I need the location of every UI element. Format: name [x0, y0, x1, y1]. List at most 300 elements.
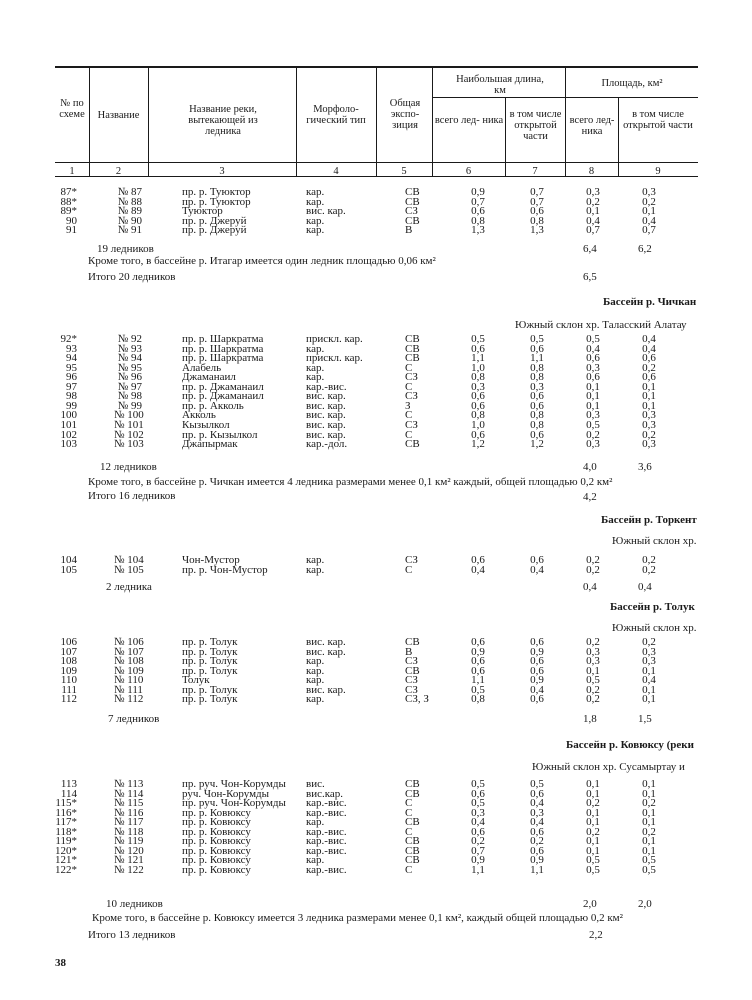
river-name: пр. р. Ковюксу: [182, 854, 251, 867]
glacier-name: № 101: [114, 418, 144, 431]
area-total: 0,3: [586, 361, 600, 374]
morph-type: кар.: [306, 342, 325, 355]
block2-itogo-value: 4,2: [583, 491, 597, 503]
table-row: [0, 865, 752, 876]
glacier-name: № 92: [117, 333, 142, 345]
river-name: пр. р. Джеруй: [182, 214, 247, 227]
glacier-name: № 87: [117, 186, 142, 198]
area-total: 0,1: [586, 380, 600, 393]
header-col3: Название реки, вытекающей из ледника: [188, 104, 258, 137]
length-total: 1,1: [471, 352, 485, 365]
exposure: СВ: [405, 816, 420, 829]
area-open: 0,1: [642, 380, 656, 393]
row-number: 106: [60, 636, 77, 648]
length-total: 0,6: [471, 390, 485, 403]
glacier-name: № 98: [117, 390, 142, 403]
area-open: 0,2: [642, 361, 656, 374]
length-total: 0,6: [471, 428, 485, 441]
area-open: 0,5: [642, 854, 656, 867]
row-number: 89*: [60, 205, 77, 218]
header-number: 2: [115, 166, 122, 177]
block4-basin-title: Бассейн р. Толук: [610, 601, 695, 613]
block2-slope: Южный склон хр. Таласский Алатау: [515, 319, 687, 331]
area-open: 0,1: [642, 683, 656, 696]
area-total: 0,6: [586, 371, 600, 384]
length-total: 0,8: [471, 214, 485, 227]
row-number: 112: [60, 693, 77, 706]
morph-type: прискл. кар.: [306, 352, 363, 365]
length-total: 0,7: [471, 195, 485, 208]
river-name: пр. р. Шаркратма: [182, 342, 264, 355]
length-open: 1,3: [530, 224, 544, 237]
block1-total-open: 6,2: [638, 243, 652, 255]
header-number: 5: [401, 166, 407, 177]
area-open: 0,3: [642, 645, 656, 658]
morph-type: вис. кар.: [306, 645, 346, 658]
block5-slope: Южный склон хр. Сусамыртау и: [532, 761, 685, 773]
length-total: 0,6: [471, 399, 485, 412]
exposure: В: [405, 224, 413, 237]
row-number: 114: [60, 787, 77, 800]
row-number: 110: [60, 674, 77, 687]
page-number: 38: [55, 957, 66, 969]
area-open: 0,2: [642, 428, 656, 441]
row-number: 94: [66, 352, 77, 365]
block2-total-open: 3,6: [638, 461, 652, 473]
morph-type: кар.: [306, 371, 325, 384]
length-open: 0,5: [530, 333, 544, 345]
length-open: 0,6: [530, 844, 544, 857]
exposure: СВ: [405, 835, 420, 848]
col-divider: [618, 97, 619, 177]
glacier-name: № 117: [114, 816, 144, 829]
glacier-name: № 120: [114, 844, 144, 857]
morph-type: кар.-дол.: [306, 438, 348, 451]
exposure: СВ: [405, 333, 420, 345]
block3-total-area: 0,4: [583, 581, 597, 593]
row-number: 90: [66, 214, 77, 227]
exposure: СЗ: [405, 205, 418, 218]
morph-type: вис. кар.: [306, 683, 346, 696]
glacier-name: № 119: [114, 835, 144, 848]
river-name: пр. р. Кызылкол: [182, 428, 258, 441]
exposure: СВ: [405, 186, 420, 198]
length-total: 1,3: [471, 224, 485, 237]
area-total: 0,2: [586, 636, 600, 648]
area-open: 0,3: [642, 655, 656, 668]
morph-type: кар.-вис.: [306, 825, 347, 838]
glacier-name: № 99: [117, 399, 142, 412]
morph-type: кар.: [306, 195, 325, 208]
length-total: 0,4: [471, 816, 485, 829]
row-number: 116*: [55, 806, 77, 819]
area-total: 0,2: [586, 563, 600, 576]
area-open: 0,1: [642, 806, 656, 819]
area-open: 0,1: [642, 844, 656, 857]
exposure: СВ: [405, 844, 420, 857]
river-name: Туюктор: [182, 205, 223, 218]
glacier-name: № 95: [117, 361, 142, 374]
area-total: 0,1: [586, 835, 600, 848]
length-total: 1,1: [471, 674, 485, 687]
glacier-name: № 90: [117, 214, 142, 227]
header-col5: Общая экспо- зиция: [389, 98, 421, 131]
glacier-name: № 97: [117, 380, 142, 393]
glacier-name: № 100: [114, 409, 144, 422]
river-name: пр. р. Туюктор: [182, 186, 251, 198]
glacier-name: № 116: [114, 806, 144, 819]
glacier-name: № 118: [114, 825, 144, 838]
exposure: СВ: [405, 636, 420, 648]
morph-type: кар.: [306, 563, 325, 576]
area-total: 0,5: [586, 418, 600, 431]
header-number: 4: [333, 166, 339, 177]
row-number: 99: [66, 399, 77, 412]
morph-type: вис.: [306, 778, 325, 790]
length-total: 0,6: [471, 342, 485, 355]
length-open: 0,4: [530, 797, 544, 810]
row-number: 88*: [60, 195, 77, 208]
block1-itogo-label: Итого 20 ледников: [88, 271, 176, 283]
river-name: пр. р. Ковюксу: [182, 816, 251, 829]
morph-type: кар.: [306, 816, 325, 829]
length-open: 0,4: [530, 563, 544, 576]
length-total: 0,6: [471, 825, 485, 838]
area-open: 0,3: [642, 438, 656, 451]
exposure: СЗ: [405, 683, 418, 696]
header-col4: Морфоло- гический тип: [306, 104, 366, 126]
row-number: 108: [60, 655, 77, 668]
river-name: пр. р. Ковюксу: [182, 825, 251, 838]
table-row: [0, 694, 752, 705]
area-open: 0,4: [642, 214, 656, 227]
block3-total-label: 2 ледника: [106, 581, 152, 593]
morph-type: кар.: [306, 854, 325, 867]
block2-note: Кроме того, в бассейне р. Чичкан имеется 4 ледника размерами менее 0,1 км² каждый, общей площадью 0,2 км²: [88, 476, 613, 488]
morph-type: вис. кар.: [306, 418, 346, 431]
river-name: пр. р. Толук: [182, 683, 238, 696]
area-total: 0,1: [586, 399, 600, 412]
block2-total-area: 4,0: [583, 461, 597, 473]
length-total: 0,8: [471, 409, 485, 422]
glacier-name: № 121: [114, 854, 144, 867]
row-number: 103: [60, 438, 77, 451]
length-open: 0,9: [530, 854, 544, 867]
morph-type: кар.: [306, 224, 325, 237]
block3-basin-title: Бассейн р. Торкент: [601, 514, 697, 526]
area-open: 0,1: [642, 835, 656, 848]
area-total: 0,4: [586, 214, 600, 227]
length-open: 0,8: [530, 418, 544, 431]
exposure: СВ: [405, 342, 420, 355]
length-open: 0,4: [530, 683, 544, 696]
length-total: 0,5: [471, 333, 485, 345]
area-total: 0,1: [586, 390, 600, 403]
area-open: 0,1: [642, 693, 656, 706]
length-total: 0,4: [471, 563, 485, 576]
morph-type: кар.: [306, 664, 325, 677]
row-number: 97: [66, 380, 77, 393]
morph-type: вис.кар.: [306, 787, 344, 800]
row-number: 101: [60, 418, 77, 431]
river-name: пр. р. Акколь: [182, 399, 244, 412]
length-open: 0,6: [530, 787, 544, 800]
river-name: пр. р. Ковюксу: [182, 835, 251, 848]
area-open: 0,3: [642, 186, 656, 198]
length-open: 0,6: [530, 693, 544, 706]
length-open: 1,2: [530, 438, 544, 451]
river-name: пр. р. Толук: [182, 655, 238, 668]
exposure: СВ: [405, 778, 420, 790]
header-number: 8: [588, 166, 595, 177]
morph-type: кар.: [306, 361, 325, 374]
river-name: Акколь: [182, 409, 216, 422]
area-open: 0,5: [642, 863, 656, 876]
row-number: 117*: [55, 816, 77, 829]
length-open: 0,6: [530, 554, 544, 566]
row-number: 120*: [55, 844, 77, 857]
area-total: 0,1: [586, 816, 600, 829]
exposure: С: [405, 797, 413, 810]
col-divider: [505, 97, 506, 177]
glacier-name: № 93: [117, 342, 142, 355]
area-open: 0,1: [642, 787, 656, 800]
area-total: 0,6: [586, 352, 600, 365]
river-name: пр. р. Шаркратма: [182, 352, 264, 365]
morph-type: вис. кар.: [306, 428, 346, 441]
river-name: пр. р. Ковюксу: [182, 863, 251, 876]
area-total: 0,2: [586, 683, 600, 696]
glacier-name: № 109: [114, 664, 144, 677]
area-open: 0,1: [642, 390, 656, 403]
morph-type: кар.-вис.: [306, 844, 347, 857]
area-open: 0,6: [642, 371, 656, 384]
col-divider: [89, 67, 90, 177]
block5-basin-title: Бассейн р. Ковюксу (реки: [566, 739, 694, 751]
row-number: 93: [66, 342, 77, 355]
exposure: С: [405, 380, 413, 393]
exposure: СЗ: [405, 371, 418, 384]
exposure: С: [405, 409, 413, 422]
block5-total-area: 2,0: [583, 898, 597, 910]
area-total: 0,3: [586, 645, 600, 658]
morph-type: кар.-вис.: [306, 863, 347, 876]
area-open: 0,2: [642, 636, 656, 648]
length-total: 0,6: [471, 664, 485, 677]
morph-type: кар.-вис.: [306, 797, 347, 810]
length-open: 0,7: [530, 195, 544, 208]
header-group-area: Площадь, км²: [601, 78, 663, 89]
block5-itogo-value: 2,2: [589, 929, 603, 941]
glacier-name: № 108: [114, 655, 144, 668]
area-open: 0,7: [642, 224, 656, 237]
morph-type: кар.: [306, 554, 325, 566]
glacier-name: № 106: [114, 636, 144, 648]
morph-type: вис. кар.: [306, 205, 346, 218]
area-total: 0,1: [586, 844, 600, 857]
glacier-name: № 94: [117, 352, 142, 365]
area-total: 0,7: [586, 224, 600, 237]
exposure: СЗ, З: [405, 693, 429, 706]
header-col9: в том числе открытой части: [623, 109, 693, 131]
exposure: С: [405, 825, 413, 838]
area-open: 0,2: [642, 195, 656, 208]
area-open: 0,2: [642, 563, 656, 576]
length-open: 0,9: [530, 645, 544, 658]
river-name: Кызылкол: [182, 418, 230, 431]
length-open: 0,6: [530, 390, 544, 403]
glacier-name: № 88: [117, 195, 142, 208]
glacier-name: № 96: [117, 371, 142, 384]
row-number: 105: [60, 563, 77, 576]
length-open: 1,1: [530, 352, 544, 365]
glacier-name: № 89: [117, 205, 142, 218]
river-name: пр. р. Джаманаил: [182, 390, 264, 403]
area-total: 0,2: [586, 693, 600, 706]
exposure: СЗ: [405, 418, 418, 431]
block4-total-label: 7 ледников: [108, 713, 160, 725]
river-name: пр. р. Ковюксу: [182, 806, 251, 819]
length-total: 0,6: [471, 655, 485, 668]
row-number: 107: [60, 645, 77, 658]
header-number: 1: [69, 166, 75, 177]
block5-note: Кроме того, в бассейне р. Ковюксу имеется 3 ледника размерами менее 0,1 км², каждый общей площадью 0,2 км²: [92, 912, 623, 924]
morph-type: кар.-вис.: [306, 806, 347, 819]
block2-total-label: 12 ледников: [100, 461, 157, 473]
morph-type: кар.: [306, 186, 325, 198]
block4-slope: Южный склон хр.: [612, 622, 697, 634]
area-open: 0,4: [642, 342, 656, 355]
area-total: 0,1: [586, 205, 600, 218]
row-number: 96: [66, 371, 77, 384]
glacier-name: № 102: [114, 428, 144, 441]
area-total: 0,5: [586, 333, 600, 345]
area-open: 0,3: [642, 409, 656, 422]
exposure: С: [405, 806, 413, 819]
area-total: 0,3: [586, 655, 600, 668]
row-number: 109: [60, 664, 77, 677]
row-number: 95: [66, 361, 77, 374]
area-total: 0,2: [586, 195, 600, 208]
morph-type: кар.: [306, 655, 325, 668]
block1-note: Кроме того, в бассейне р. Итагар имеется один ледник площадью 0,06 км²: [88, 255, 436, 267]
length-open: 0,8: [530, 371, 544, 384]
length-total: 0,7: [471, 844, 485, 857]
river-name: пр. р. Толук: [182, 645, 238, 658]
area-open: 0,4: [642, 333, 656, 345]
row-number: 113: [60, 778, 77, 790]
exposure: СЗ: [405, 674, 418, 687]
area-total: 0,1: [586, 806, 600, 819]
length-open: 0,8: [530, 409, 544, 422]
length-open: 0,6: [530, 664, 544, 677]
morph-type: прискл. кар.: [306, 333, 363, 345]
length-total: 0,3: [471, 806, 485, 819]
length-total: 0,6: [471, 205, 485, 218]
block3-slope: Южный склон хр.: [612, 535, 697, 547]
col-divider: [296, 67, 297, 177]
table-row: [0, 439, 752, 450]
area-open: 0,2: [642, 797, 656, 810]
col-divider: [432, 67, 433, 177]
length-total: 1,2: [471, 438, 485, 451]
exposure: С: [405, 863, 413, 876]
exposure: С: [405, 563, 413, 576]
exposure: С: [405, 361, 413, 374]
row-number: 121*: [55, 854, 77, 867]
exposure: СВ: [405, 664, 420, 677]
length-open: 0,6: [530, 825, 544, 838]
area-open: 0,6: [642, 352, 656, 365]
river-name: пр. р. Джаманаил: [182, 380, 264, 393]
length-total: 1,0: [471, 361, 485, 374]
morph-type: кар.: [306, 674, 325, 687]
length-total: 0,8: [471, 693, 485, 706]
glacier-name: № 112: [114, 693, 144, 706]
river-name: Чон-Мустор: [182, 554, 240, 566]
river-name: пр. р. Толук: [182, 693, 238, 706]
length-open: 0,2: [530, 835, 544, 848]
length-total: 1,0: [471, 418, 485, 431]
morph-type: кар.-вис.: [306, 835, 347, 848]
exposure: В: [405, 645, 413, 658]
length-total: 0,9: [471, 186, 485, 198]
header-col7: в том числе открытой части: [509, 109, 562, 142]
length-total: 0,6: [471, 787, 485, 800]
length-open: 0,6: [530, 205, 544, 218]
area-open: 0,1: [642, 205, 656, 218]
row-number: 122*: [55, 863, 77, 876]
row-number: 118*: [55, 825, 77, 838]
col-divider: [376, 67, 377, 177]
river-name: руч. Чон-Корумды: [182, 787, 270, 800]
block2-basin-title: Бассейн р. Чичкан: [603, 296, 697, 308]
row-number: 111: [61, 683, 77, 696]
length-total: 0,6: [471, 554, 485, 566]
area-total: 0,2: [586, 554, 600, 566]
river-name: пр. р. Толук: [182, 636, 238, 648]
river-name: Алабель: [182, 361, 222, 374]
glacier-name: № 104: [114, 554, 144, 566]
header-number: 7: [532, 166, 538, 177]
glacier-name: № 115: [114, 797, 144, 810]
area-total: 0,1: [586, 778, 600, 790]
exposure: СВ: [405, 787, 420, 800]
block4-total-open: 1,5: [638, 713, 652, 725]
header-col8: всего лед- ника: [569, 115, 615, 137]
col-divider: [148, 67, 149, 177]
length-total: 0,6: [471, 636, 485, 648]
row-number: 119*: [55, 835, 77, 848]
river-name: Джапырмак: [182, 438, 238, 451]
block1-itogo-value: 6,5: [583, 271, 597, 283]
length-open: 0,9: [530, 674, 544, 687]
block2-itogo-label: Итого 16 ледников: [88, 490, 176, 502]
glacier-name: № 111: [114, 683, 143, 696]
river-name: Толук: [182, 674, 210, 687]
glacier-name: № 113: [114, 778, 144, 790]
block5-total-open: 2,0: [638, 898, 652, 910]
area-open: 0,1: [642, 778, 656, 790]
morph-type: вис. кар.: [306, 390, 346, 403]
morph-type: вис. кар.: [306, 399, 346, 412]
length-total: 0,8: [471, 371, 485, 384]
morph-type: кар.: [306, 214, 325, 227]
exposure: СЗ: [405, 554, 418, 566]
river-name: пр. руч. Чон-Корумды: [182, 778, 286, 790]
length-open: 0,6: [530, 399, 544, 412]
length-total: 0,9: [471, 854, 485, 867]
